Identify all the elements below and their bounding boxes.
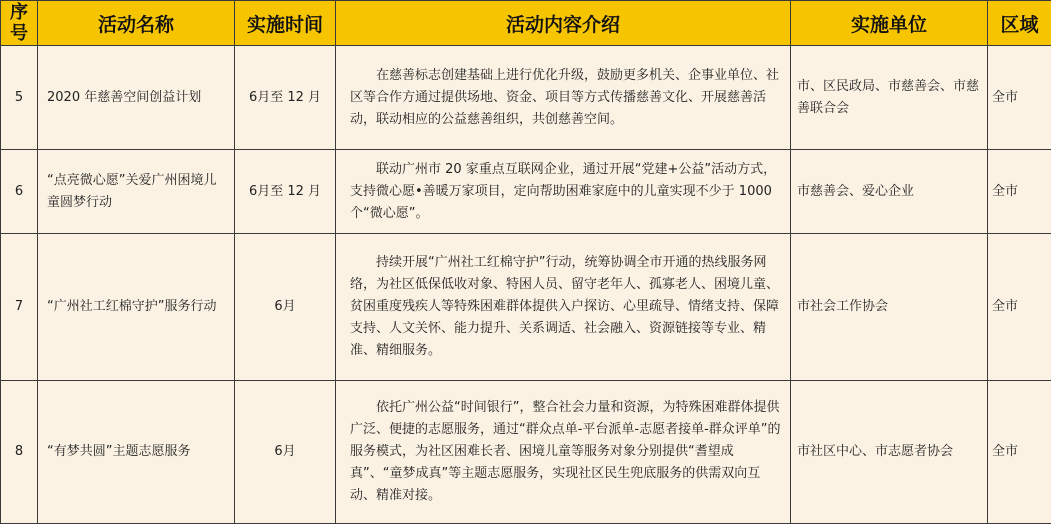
header-unit: 实施单位 [791,1,988,46]
row-activity-name: “点亮微心愿”关爱广州困境儿童圆梦行动 [38,150,235,234]
row-region: 全市 [988,46,1051,150]
header-name: 活动名称 [38,1,235,46]
table-row [1,46,1051,150]
row-index: 8 [1,381,38,524]
row-activity-name: “广州社工红棉守护”服务行动 [38,234,235,381]
header-time: 实施时间 [235,1,336,46]
row-index: 5 [1,46,38,150]
row-index: 7 [1,234,38,381]
table-row [1,234,1051,381]
row-time: 6月至 12 月 [235,150,336,234]
row-unit: 市、区民政局、市慈善会、市慈善联合会 [791,46,988,150]
row-region: 全市 [988,234,1051,381]
row-time: 6月至 12 月 [235,46,336,150]
table-row [1,150,1051,234]
row-unit: 市慈善会、爱心企业 [791,150,988,234]
row-content: 在慈善标志创建基础上进行优化升级，鼓励更多机关、企事业单位、社区等合作方通过提供场地、资金、项目等方式传播慈善文化、开展慈善活动，联动相应的公益慈善组织，共创慈善空间。 [350,65,782,131]
row-content-cell [336,381,791,524]
row-activity-name: “有梦共圆”主题志愿服务 [38,381,235,524]
header-index-char: 号 [1,23,37,44]
row-content: 持续开展“广州社工红棉守护”行动，统筹协调全市开通的热线服务网络，为社区低保低收对象、特困人员、留守老年人、孤寡老人、困境儿童、贫困重度残疾人等特殊困难群体提供入户探访、心里疏导、情绪支持、保障支持、人文关怀、能力提升、关系调适、社会融入、资源链接等专业、精准、精细服务。 [350,252,782,362]
row-time: 6月 [235,234,336,381]
row-region: 全市 [988,150,1051,234]
row-content-cell [336,150,791,234]
row-region: 全市 [988,381,1051,524]
table-header-row [1,1,1051,46]
header-content: 活动内容介绍 [336,1,791,46]
table-row [1,381,1051,524]
header-region: 区域 [988,1,1051,46]
row-content-cell [336,234,791,381]
row-unit: 市社区中心、市志愿者协会 [791,381,988,524]
row-content: 依托广州公益“时间银行”，整合社会力量和资源，为特殊困难群体提供广泛、便捷的志愿服务，通过“群众点单-平台派单-志愿者接单-群众评单”的服务模式，为社区困难长者、困境儿童等服务对象分别提供“耆望成真”、“童梦成真”等主题志愿服务，实现社区民生兜底服务的供需双向互动、精准对接。 [350,397,782,507]
header-index-char: 序 [1,2,37,23]
row-content-cell [336,46,791,150]
row-time: 6月 [235,381,336,524]
row-index: 6 [1,150,38,234]
row-activity-name: 2020 年慈善空间创益计划 [38,46,235,150]
row-content: 联动广州市 20 家重点互联网企业，通过开展“党建+公益”活动方式，支持微心愿•善暖万家项目，定向帮助困难家庭中的儿童实现不少于 1000 个“微心愿”。 [350,159,782,225]
row-unit: 市社会工作协会 [791,234,988,381]
header-index [1,1,38,46]
